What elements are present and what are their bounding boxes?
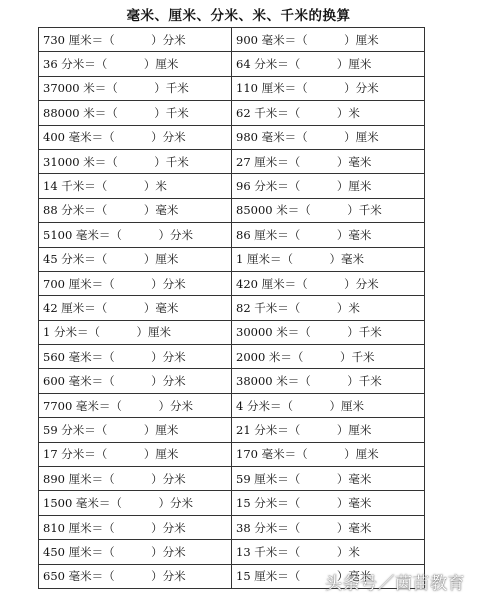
problem-cell-left: 700 厘米＝（ ）分米 xyxy=(39,271,232,295)
problem-cell-right: 64 分米＝（ ）厘米 xyxy=(232,52,425,76)
problem-cell-left: 14 千米＝（ ）米 xyxy=(39,174,232,198)
problem-cell-left: 1500 毫米＝（ ）分米 xyxy=(39,491,232,515)
problem-cell-right: 96 分米＝（ ）厘米 xyxy=(232,174,425,198)
table-row xyxy=(39,515,425,539)
problem-cell-left: 45 分米＝（ ）厘米 xyxy=(39,247,232,271)
problem-cell-left: 5100 毫米＝（ ）分米 xyxy=(39,223,232,247)
problem-cell-left: 450 厘米＝（ ）分米 xyxy=(39,540,232,564)
problem-cell-left: 650 毫米＝（ ）分米 xyxy=(39,564,232,588)
problem-cell-left: 600 毫米＝（ ）分米 xyxy=(39,369,232,393)
problem-cell-right: 30000 米＝（ ）千米 xyxy=(232,320,425,344)
problem-cell-left: 36 分米＝（ ）厘米 xyxy=(39,52,232,76)
problem-cell-right: 110 厘米＝（ ）分米 xyxy=(232,76,425,100)
table-row xyxy=(39,223,425,247)
problem-cell-right: 1 厘米＝（ ）毫米 xyxy=(232,247,425,271)
table-row xyxy=(39,296,425,320)
worksheet-title: 毫米、厘米、分米、米、千米的换算 xyxy=(126,8,351,24)
problem-cell-right: 27 厘米＝（ ）毫米 xyxy=(232,149,425,173)
table-row xyxy=(39,125,425,149)
problem-cell-right: 82 千米＝（ ）米 xyxy=(232,296,425,320)
problem-cell-left: 31000 米＝（ ）千米 xyxy=(39,149,232,173)
problem-cell-right: 15 厘米＝（ ）毫米 xyxy=(232,564,425,588)
problem-cell-right: 59 厘米＝（ ）毫米 xyxy=(232,467,425,491)
problem-cell-left: 37000 米＝（ ）千米 xyxy=(39,76,232,100)
problem-cell-left: 730 厘米＝（ ）分米 xyxy=(39,28,232,52)
problem-cell-right: 900 毫米＝（ ）厘米 xyxy=(232,28,425,52)
table-row xyxy=(39,101,425,125)
problem-cell-right: 2000 米＝（ ）千米 xyxy=(232,345,425,369)
problem-cell-left: 560 毫米＝（ ）分米 xyxy=(39,345,232,369)
problem-cell-left: 890 厘米＝（ ）分米 xyxy=(39,467,232,491)
problem-cell-left: 88000 米＝（ ）千米 xyxy=(39,101,232,125)
table-row xyxy=(39,271,425,295)
problem-cell-left: 42 厘米＝（ ）毫米 xyxy=(39,296,232,320)
problem-cell-right: 38000 米＝（ ）千米 xyxy=(232,369,425,393)
problem-cell-left: 1 分米＝（ ）厘米 xyxy=(39,320,232,344)
table-row xyxy=(39,149,425,173)
table-row xyxy=(39,28,425,52)
problem-cell-right: 420 厘米＝（ ）分米 xyxy=(232,271,425,295)
table-row xyxy=(39,467,425,491)
table-row xyxy=(39,345,425,369)
problem-cell-right: 85000 米＝（ ）千米 xyxy=(232,198,425,222)
problem-cell-right: 15 分米＝（ ）毫米 xyxy=(232,491,425,515)
problem-cell-right: 980 毫米＝（ ）厘米 xyxy=(232,125,425,149)
conversion-table xyxy=(38,27,425,589)
problem-cell-left: 400 毫米＝（ ）分米 xyxy=(39,125,232,149)
table-row xyxy=(39,174,425,198)
table-row xyxy=(39,198,425,222)
problem-cell-right: 170 毫米＝（ ）厘米 xyxy=(232,442,425,466)
table-row xyxy=(39,52,425,76)
table-row xyxy=(39,369,425,393)
table-row xyxy=(39,320,425,344)
problem-cell-left: 17 分米＝（ ）厘米 xyxy=(39,442,232,466)
table-row xyxy=(39,442,425,466)
conversion-table-body xyxy=(39,28,425,589)
problem-cell-right: 38 分米＝（ ）毫米 xyxy=(232,515,425,539)
watermark: 头条号／茵苗教育 xyxy=(325,574,465,594)
problem-cell-right: 13 千米＝（ ）米 xyxy=(232,540,425,564)
problem-cell-right: 62 千米＝（ ）米 xyxy=(232,101,425,125)
problem-cell-left: 88 分米＝（ ）毫米 xyxy=(39,198,232,222)
problem-cell-right: 86 厘米＝（ ）毫米 xyxy=(232,223,425,247)
problem-cell-left: 810 厘米＝（ ）分米 xyxy=(39,515,232,539)
table-row xyxy=(39,76,425,100)
problem-cell-right: 21 分米＝（ ）厘米 xyxy=(232,418,425,442)
problem-cell-left: 7700 毫米＝（ ）分米 xyxy=(39,393,232,417)
table-row xyxy=(39,393,425,417)
table-row xyxy=(39,540,425,564)
table-row xyxy=(39,491,425,515)
table-row xyxy=(39,247,425,271)
table-row xyxy=(39,418,425,442)
problem-cell-left: 59 分米＝（ ）厘米 xyxy=(39,418,232,442)
problem-cell-right: 4 分米＝（ ）厘米 xyxy=(232,393,425,417)
